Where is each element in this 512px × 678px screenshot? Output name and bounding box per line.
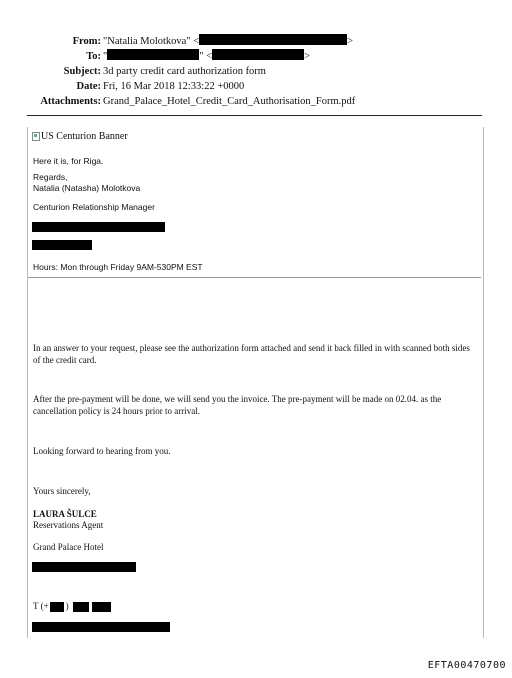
attachments-row (0, 94, 512, 109)
email-header (0, 34, 512, 109)
phone-line: T (+ ) (33, 601, 111, 613)
redaction-bar (199, 34, 347, 45)
reply-line: Here it is, for Riga. (33, 156, 104, 166)
hours-text: Hours: Mon through Friday 9AM-530PM EST (33, 262, 203, 272)
date-label: Date: (76, 81, 101, 92)
redaction-bar (32, 622, 170, 632)
to-row (0, 49, 512, 64)
to-label: To: (86, 51, 101, 62)
message-paragraph: After the pre-payment will be done, we will send you the invoice. The pre-payment will be made on 02.04. as the cancellation policy is 24 hours prior to arrival. (33, 394, 442, 416)
broken-image-icon (32, 132, 40, 141)
subject-label: Subject: (63, 66, 101, 77)
document-id: EFTA00470700 (427, 660, 506, 671)
message-paragraph: Looking forward to hearing from you. (33, 446, 171, 456)
banner-image (32, 131, 128, 142)
closing-text: Yours sincerely, (33, 486, 91, 496)
phone-prefix: T (+ (33, 601, 49, 611)
redaction-bar (50, 602, 64, 612)
redaction-bar (73, 602, 89, 612)
header-divider (27, 115, 482, 116)
regards-text: Regards, (33, 172, 68, 182)
from-label: From: (72, 36, 101, 47)
sender-hotel: Grand Palace Hotel (33, 542, 104, 552)
attachments-label: Attachments: (40, 96, 101, 107)
subject-row (0, 64, 512, 79)
signature-divider (28, 277, 481, 278)
subject-value: 3d party credit card authorization form (103, 66, 266, 77)
redaction-bar (32, 562, 136, 572)
from-value: "Natalia Molotkova" < > (103, 36, 354, 47)
banner-alt-text: US Centurion Banner (41, 131, 128, 142)
message-paragraph: In an answer to your request, please see the authorization form attached and send it back filled in with scanned both sides of the credit card. (33, 343, 470, 365)
sender-role: Reservations Agent (33, 520, 104, 530)
redaction-bar (212, 49, 304, 60)
redaction-bar (32, 240, 92, 250)
attachment-link[interactable]: Grand_Palace_Hotel_Credit_Card_Authorisation_Form.pdf (103, 96, 356, 107)
redaction-bar (32, 222, 165, 232)
sender-name: LAURA ŠULCE (33, 509, 97, 519)
signer-title: Centurion Relationship Manager (33, 202, 155, 212)
redaction-bar (92, 602, 111, 612)
date-row (0, 79, 512, 94)
to-value: " " < > (103, 51, 311, 62)
date-value: Fri, 16 Mar 2018 12:33:22 +0000 (103, 81, 245, 92)
signer-name: Natalia (Natasha) Molotkova (33, 183, 141, 193)
redaction-bar (107, 49, 199, 60)
from-row (0, 34, 512, 49)
